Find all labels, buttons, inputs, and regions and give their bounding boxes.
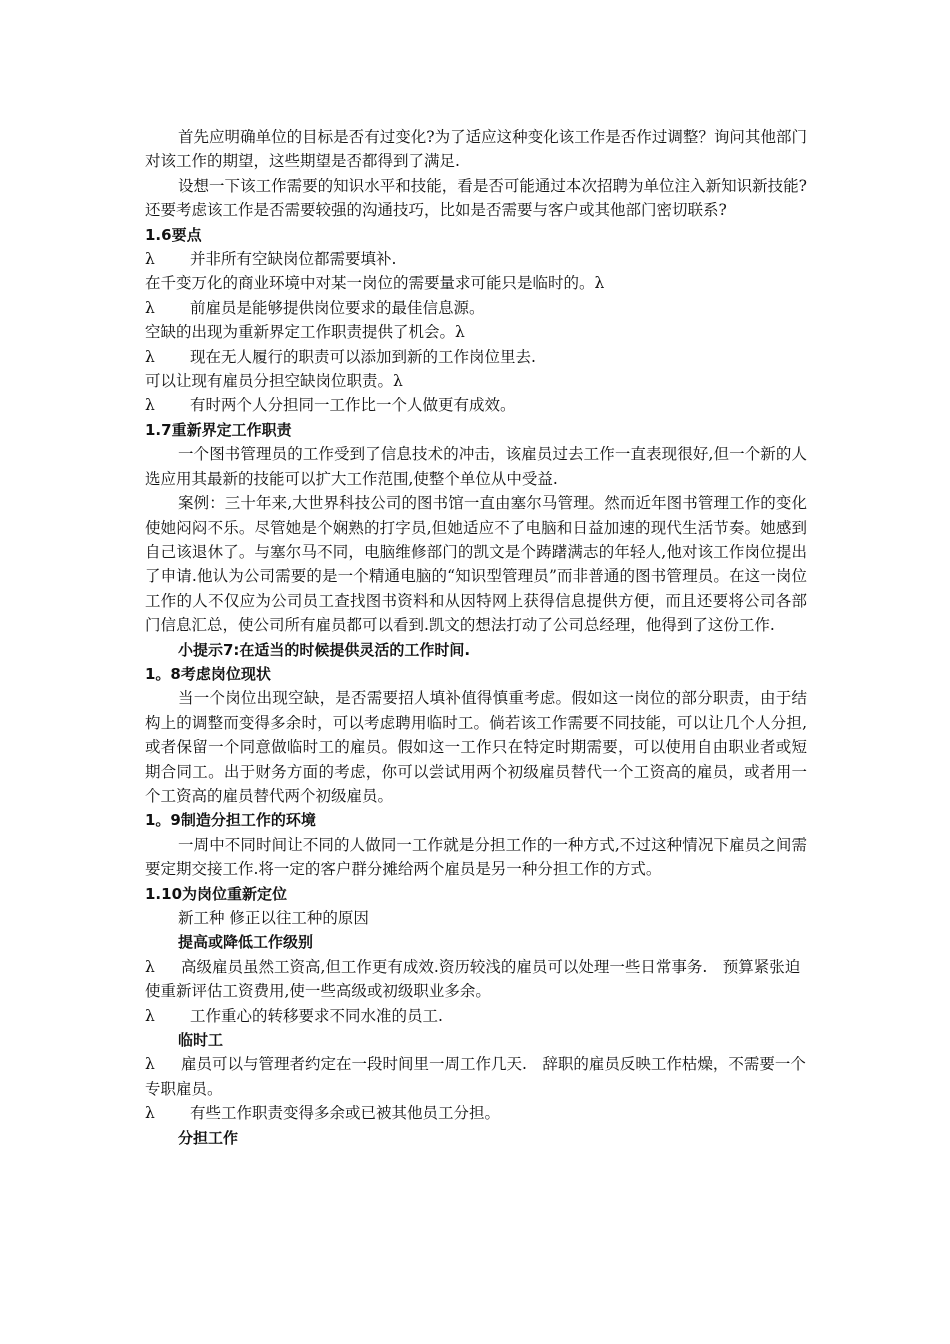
- paragraph: 一周中不同时间让不同的人做同一工作就是分担工作的一种方式,不过这种情况下雇员之间需要定期交接工作.将一定的客户群分摊给两个雇员是另一种分担工作的方式。: [145, 835, 807, 879]
- bullet-mark: λ: [145, 347, 155, 366]
- bullet-text: 前雇员是能够提供岗位要求的最佳信息源。: [190, 298, 485, 317]
- subsection-heading: 提高或降低工作级别: [178, 933, 314, 952]
- bullet-mark: λ: [145, 396, 155, 415]
- paragraph: 当一个岗位出现空缺，是否需要招人填补值得慎重考虑。假如这一岗位的部分职责，由于结构上的调整而变得多余时，可以考虑聘用临时工。倘若该工作需要不同技能，可以让几个人分担,或者保留一个同意做临时工的雇员。假如这一工作只在特定时期需要，可以使用自由职业者或短期合同工。出于财务方面的考虑，你可以尝试用两个初级雇员替代一个工资高的雇员，或者用一个工资高的雇员替代两个初级雇员。: [145, 689, 807, 805]
- section-heading-1-6: 1.6要点: [145, 225, 202, 244]
- section-heading-1-9: 1。9制造分担工作的环境: [145, 811, 316, 830]
- bullet-text: 并非所有空缺岗位都需要填补.: [190, 250, 397, 269]
- bullet-text: 工作重心的转移要求不同水准的员工.: [190, 1006, 443, 1025]
- bullet-text: 有时两个人分担同一工作比一个人做更有成效。: [190, 396, 516, 415]
- document-body: [145, 125, 807, 1150]
- bullet-mark: λ: [145, 957, 155, 976]
- bullet-item: [145, 1101, 807, 1125]
- paragraph: 空缺的出现为重新界定工作职责提供了机会。λ: [145, 323, 465, 342]
- case-study-paragraph: 案例：三十年来,大世界科技公司的图书馆一直由塞尔马管理。然而近年图书管理工作的变化使她闷闷不乐。尽管她是个娴熟的打字员,但她适应不了电脑和日益加速的现代生活节奏。她感到自己该退休了。与塞尔马不同，电脑维修部门的凯文是个踌躇满志的年轻人,他对该工作岗位提出了申请.他认为公司需要的是一个精通电脑的“知识型管理员”而非普通的图书管理员。在这一岗位工作的人不仅应为公司员工查找图书资料和从因特网上获得信息提供方便，而且还要将公司各部门信息汇总，使公司所有雇员都可以看到.凯文的想法打动了公司总经理，他得到了这份工作.: [145, 494, 807, 635]
- subsection-intro: 新工种 修正以往工种的原因: [178, 909, 369, 927]
- bullet-item: [145, 296, 807, 320]
- section-heading-1-7: 1.7重新界定工作职责: [145, 420, 292, 439]
- paragraph: 在千变万化的商业环境中对某一岗位的需要量求可能只是临时的。λ: [145, 274, 605, 293]
- paragraph: 可以让现有雇员分担空缺岗位职责。λ: [145, 372, 403, 391]
- bullet-item: [145, 1052, 807, 1101]
- bullet-mark: λ: [145, 1055, 155, 1074]
- bullet-mark: λ: [145, 298, 155, 317]
- paragraph: 一个图书管理员的工作受到了信息技术的冲击，该雇员过去工作一直表现很好,但一个新的人选应用其最新的技能可以扩大工作范围,使整个单位从中受益.: [145, 445, 807, 488]
- bullet-item: [145, 955, 807, 1004]
- section-heading-1-8: 1。8考虑岗位现状: [145, 664, 271, 683]
- bullet-text: 现在无人履行的职责可以添加到新的工作岗位里去.: [190, 347, 536, 366]
- section-heading-1-10: 1.10为岗位重新定位: [145, 884, 288, 903]
- bullet-text: 雇员可以与管理者约定在一段时间里一周工作几天. 辞职的雇员反映工作枯燥，不需要一个专职雇员。: [145, 1055, 806, 1098]
- subsection-heading: 临时工: [178, 1031, 224, 1050]
- subsection-heading: 分担工作: [178, 1128, 239, 1147]
- bullet-mark: λ: [145, 1006, 155, 1025]
- bullet-item: [145, 393, 807, 417]
- bullet-item: [145, 1004, 807, 1028]
- bullet-mark: λ: [145, 250, 155, 269]
- bullet-mark: λ: [145, 1104, 155, 1123]
- bullet-text: 高级雇员虽然工资高,但工作更有成效.资历较浅的雇员可以处理一些日常事务. 预算紧张迫使重新评估工资费用,使一些高级或初级职业多余。: [145, 957, 801, 1001]
- tip-heading: 小提示7:在适当的时候提供灵活的工作时间.: [178, 640, 471, 659]
- bullet-item: [145, 247, 807, 271]
- paragraph: 设想一下该工作需要的知识水平和技能，看是否可能通过本次招聘为单位注入新知识新技能?还要考虑该工作是否需要较强的沟通技巧，比如是否需要与客户或其他部门密切联系?: [145, 176, 807, 220]
- bullet-item: [145, 345, 807, 369]
- bullet-text: 有些工作职责变得多余或已被其他员工分担。: [190, 1104, 501, 1123]
- paragraph: 首先应明确单位的目标是否有过变化?为了适应这种变化该工作是否作过调整？询问其他部门对该工作的期望，这些期望是否都得到了满足.: [145, 128, 807, 171]
